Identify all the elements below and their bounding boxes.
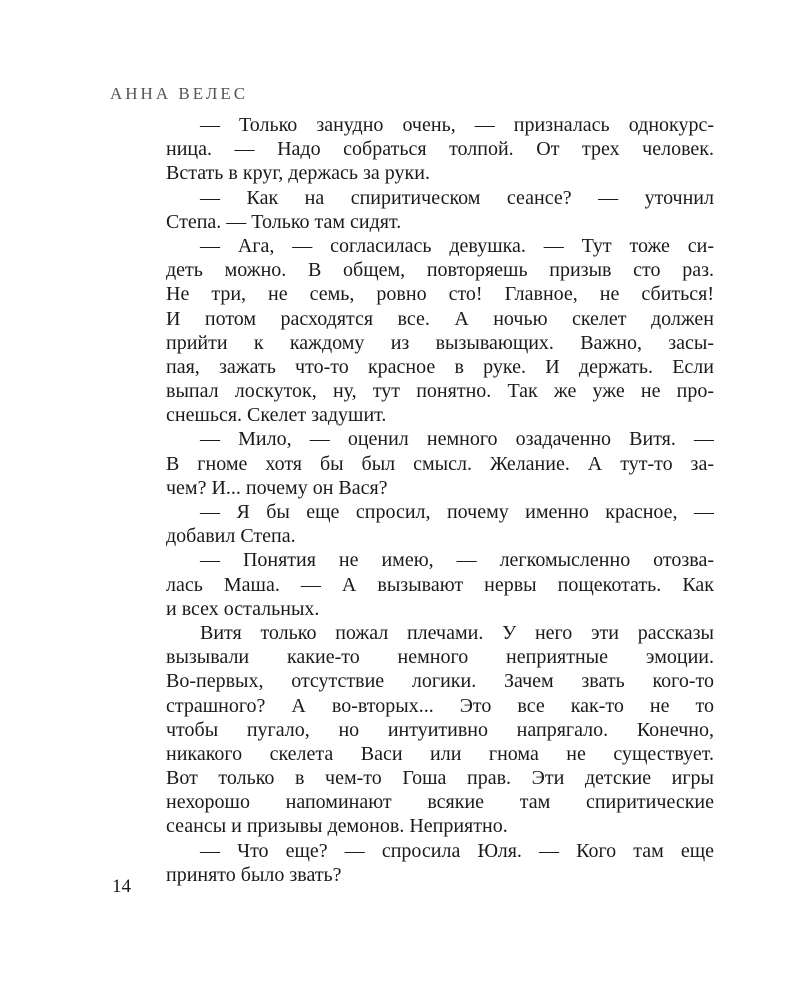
text-line: добавил Степа. [166,525,296,548]
text-line: страшного? А во-вторых... Это все как-то не то [166,694,714,717]
text-line: В гноме хотя бы был смысл. Желание. А тут-то за- [166,452,714,475]
text-line: прийти к каждому из вызывающих. Важно, засы- [166,331,714,354]
text-line: деть можно. В общем, повторяешь призыв сто раз. [166,259,714,282]
text-line: — Как на спиритическом сеансе? — уточнил [200,186,714,209]
text-line: выпал лоскуток, ну, тут понятно. Так же уже не про- [166,380,714,403]
text-line: лась Маша. — А вызывают нервы пощекотать. Как [166,573,714,596]
text-line: — Что еще? — спросила Юля. — Кого там еще [200,839,714,862]
text-line: ница. — Надо собраться толпой. От трех человек. [166,138,714,161]
text-line: снешься. Скелет задушит. [166,404,387,427]
text-line: — Я бы еще спросил, почему именно красное, — [200,501,714,523]
text-line: Во-первых, отсутствие логики. Зачем звать кого-то [166,670,714,693]
text-line: нехорошо напоминают всякие там спиритические [166,791,714,814]
text-line: чтобы пугало, но интуитивно напрягало. Конечно, [166,718,714,741]
text-line: — Только занудно очень, — призналась однокурс- [200,114,714,136]
text-line: и всех остальных. [166,597,320,620]
text-line: Степа. — Только там сидят. [166,210,402,233]
text-line: Витя только пожал плечами. У него эти рассказы [200,621,714,644]
text-line: — Ага, — согласилась девушка. — Тут тоже си- [200,234,714,257]
text-line: принято было звать? [166,863,342,886]
page-number: 14 [112,876,131,897]
text-line: Встать в круг, держась за руки. [166,162,430,185]
text-line: вызывали какие-то немного неприятные эмоции. [166,646,714,669]
body-text [166,113,714,887]
text-line: — Мило, — оценил немного озадаченно Витя. — [200,428,714,451]
text-line: — Понятия не имею, — легкомысленно отозва- [200,549,714,572]
text-line: Вот только в чем-то Гоша прав. Эти детские игры [166,767,714,790]
text-line: Не три, не семь, ровно сто! Главное, не сбиться! [166,283,714,306]
text-line: И потом расходятся все. А ночью скелет должен [166,307,714,330]
running-head-author: АННА ВЕЛЕС [110,84,249,103]
text-line: никакого скелета Васи или гнома не существует. [166,742,714,765]
text-line: сеансы и призывы демонов. Неприятно. [166,815,508,838]
text-line: чем? И... почему он Вася? [166,476,388,499]
text-line: пая, зажать что-то красное в руке. И держать. Если [166,355,714,378]
